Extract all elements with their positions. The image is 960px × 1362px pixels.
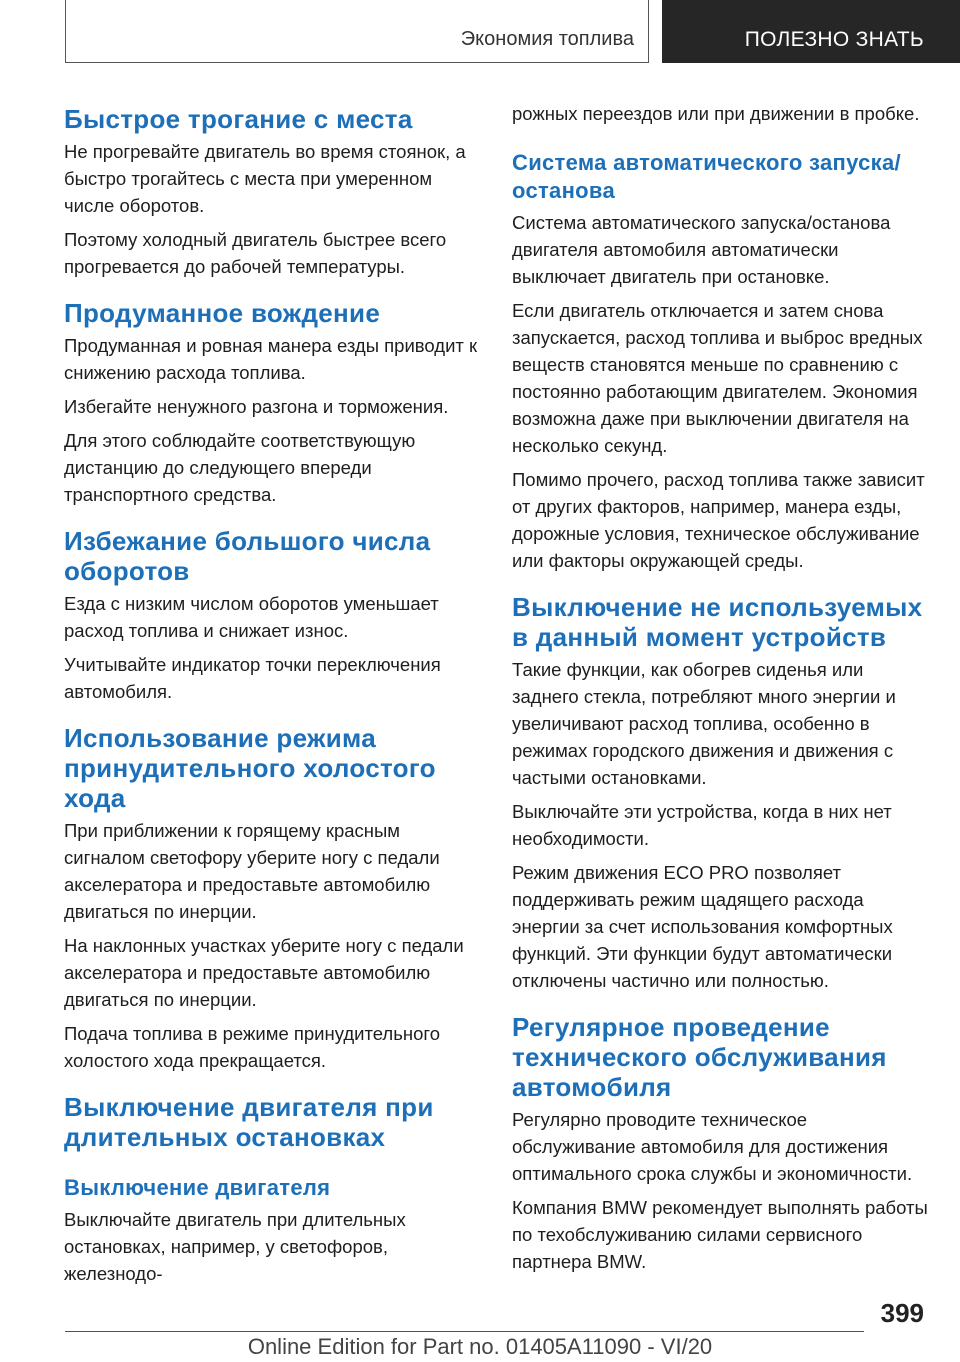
paragraph: Не прогревайте двигатель во время стоянок, а быстро трогайтесь с места при умеренном числе оборотов.	[64, 141, 466, 216]
paragraph: Продуманная и ровная манера езды приводит к снижению расхода топлива.	[64, 335, 478, 383]
paragraph: Выключайте двигатель при длительных остановках, например, у светофоров, железнодо-	[64, 1209, 406, 1284]
section-tab	[662, 0, 960, 63]
section-heading: Продуманное вождение	[64, 298, 381, 328]
paragraph: Учитывайте индикатор точки переключения автомобиля.	[64, 654, 441, 702]
paragraph: Такие функции, как обогрев сиденья или заднего стекла, потребляют много энергии и увеличивают расход топлива, особенно в режимах городского движения и движения с частыми остановками.	[512, 659, 896, 788]
paragraph: На наклонных участках уберите ногу с педали акселератора и предоставьте автомобилю двигаться по инерции.	[64, 935, 464, 1010]
header-box	[65, 0, 649, 63]
footer-edition: Online Edition for Part no. 01405A11090 - VI/20	[247, 1334, 713, 1359]
paragraph: Избегайте ненужного разгона и торможения.	[64, 396, 449, 417]
subsection-heading: Выключение двигателя	[64, 1175, 331, 1200]
section-tab-label: ПОЛЕЗНО ЗНАТЬ	[744, 28, 924, 51]
paragraph: Поэтому холодный двигатель быстрее всего прогревается до рабочей температуры.	[64, 229, 447, 277]
paragraph: Регулярно проводите техническое обслуживание автомобиля для достижения оптимального срока службы и экономичности.	[512, 1109, 913, 1184]
paragraph: Подача топлива в режиме принудительного холостого хода прекращается.	[64, 1023, 440, 1071]
paragraph: Для этого соблюдайте соответствующую дистанцию до следующего впереди транспортного средства.	[64, 430, 416, 505]
left-column	[64, 100, 482, 1294]
paragraph: Выключайте эти устройства, когда в них нет необходимости.	[512, 801, 892, 849]
paragraph: Система автоматического запуска/останова двигателя автомобиля автоматически выключает двигатель при остановке.	[512, 212, 891, 287]
section-heading: Выключение не используемых в данный момент устройств	[512, 592, 923, 652]
paragraph: рожных переездов или при движении в пробке.	[512, 103, 920, 124]
footer-divider	[65, 1331, 864, 1332]
paragraph: Режим движения ECO PRO позволяет поддерживать режим щадящего расхода энергии за счет использования комфортных функций. Эти функции будут автоматически отключены частично или полностью.	[512, 862, 893, 991]
page-number: 399	[880, 1298, 924, 1328]
subsection-heading: Система автоматического запуска/останова	[512, 150, 901, 203]
paragraph: Езда с низким числом оборотов уменьшает расход топлива и снижает износ.	[64, 593, 439, 641]
section-heading: Быстрое трогание с места	[64, 104, 413, 134]
section-heading: Использование режима принудительного холостого хода	[64, 723, 436, 813]
paragraph: Помимо прочего, расход топлива также зависит от других факторов, например, манера езды, дорожные условия, техническое обслуживание или факторы окружающей среды.	[512, 469, 925, 571]
right-column	[512, 100, 930, 1282]
section-heading: Избежание большого числа оборотов	[64, 526, 431, 586]
chapter-title: Экономия топлива	[460, 28, 634, 50]
paragraph: При приближении к горящему красным сигналом светофору уберите ногу с педали акселератора и предоставьте автомобилю двигаться по инерции.	[64, 820, 440, 922]
section-heading: Выключение двигателя при длительных остановках	[64, 1092, 434, 1152]
section-heading: Регулярное проведение технического обслуживания автомобиля	[512, 1012, 887, 1102]
paragraph: Если двигатель отключается и затем снова запускается, расход топлива и выброс вредных веществ становятся меньше по сравнению с постоянно работающим двигателем. Экономия возможна даже при выключении двигателя на несколько секунд.	[512, 300, 923, 456]
paragraph: Компания BMW рекомендует выполнять работы по техобслуживанию силами сервисного партнера BMW.	[512, 1197, 928, 1272]
